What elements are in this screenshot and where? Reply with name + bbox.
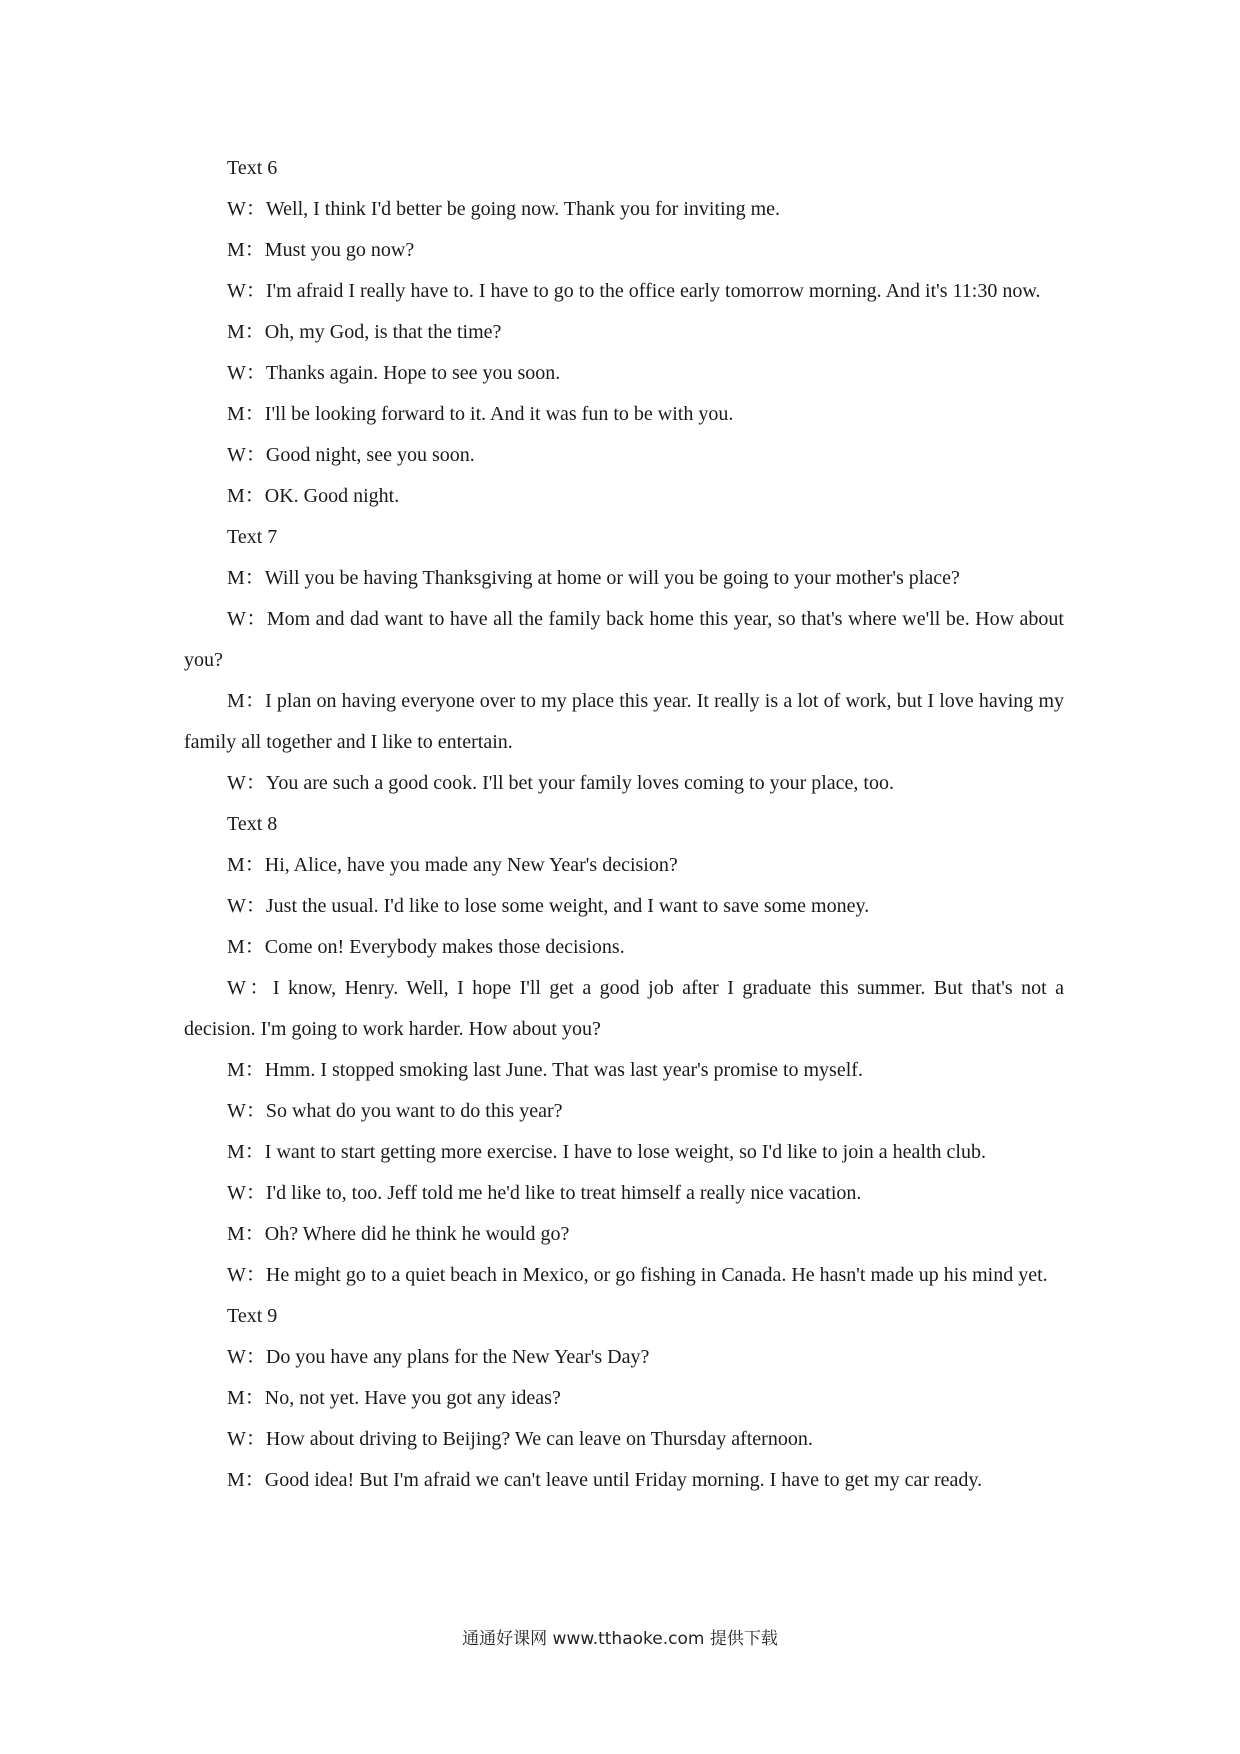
dialogue-line: M：I'll be looking forward to it. And it was fun to be with you. — [227, 403, 734, 425]
dialogue-line: W：You are such a good cook. I'll bet your family loves coming to your place, too. — [227, 772, 894, 794]
dialogue-line: W：Well, I think I'd better be going now. Thank you for inviting me. — [227, 198, 780, 220]
dialogue-line: W：Just the usual. I'd like to lose some weight, and I want to save some money. — [227, 895, 870, 917]
section-heading: Text 7 — [227, 526, 278, 548]
dialogue-line: W：Mom and dad want to have all the family back home this year, so that's where we'll be. How about you? — [184, 608, 1064, 671]
dialogue-line: M：I plan on having everyone over to my place this year. It really is a lot of work, but I love having my family all together and I like to entertain. — [184, 690, 1064, 753]
dialogue-line: M：Will you be having Thanksgiving at home or will you be going to your mother's place? — [227, 567, 960, 589]
section-heading: Text 6 — [227, 157, 278, 179]
dialogue-line: W：Thanks again. Hope to see you soon. — [227, 362, 561, 384]
dialogue-line: M：OK. Good night. — [227, 485, 400, 507]
transcript-body — [184, 148, 1064, 1501]
dialogue-line: W：Do you have any plans for the New Year's Day? — [227, 1346, 650, 1368]
dialogue-line: W：He might go to a quiet beach in Mexico, or go fishing in Canada. He hasn't made up his mind yet. — [227, 1264, 1048, 1286]
dialogue-line: M：Hmm. I stopped smoking last June. That was last year's promise to myself. — [227, 1059, 863, 1081]
dialogue-line: W：So what do you want to do this year? — [227, 1100, 563, 1122]
footer-watermark: 通通好课网 www.tthaoke.com 提供下载 — [462, 1629, 778, 1649]
section-heading: Text 9 — [227, 1305, 278, 1327]
dialogue-line: M：No, not yet. Have you got any ideas? — [227, 1387, 561, 1409]
dialogue-line: M：Oh? Where did he think he would go? — [227, 1223, 570, 1245]
dialogue-line: M：Must you go now? — [227, 239, 415, 261]
dialogue-line: M：Hi, Alice, have you made any New Year's decision? — [227, 854, 678, 876]
dialogue-line: M：Come on! Everybody makes those decisions. — [227, 936, 625, 958]
dialogue-line: W：Good night, see you soon. — [227, 444, 475, 466]
section-heading: Text 8 — [227, 813, 278, 835]
dialogue-line: W：I'd like to, too. Jeff told me he'd like to treat himself a really nice vacation. — [227, 1182, 862, 1204]
dialogue-line: W：I'm afraid I really have to. I have to go to the office early tomorrow morning. And it's 11:30 now. — [227, 280, 1041, 302]
dialogue-line: M：I want to start getting more exercise. I have to lose weight, so I'd like to join a health club. — [227, 1141, 986, 1163]
dialogue-line: M：Oh, my God, is that the time? — [227, 321, 502, 343]
dialogue-line: W：I know, Henry. Well, I hope I'll get a good job after I graduate this summer. But that's not a decision. I'm going to work harder. How about you? — [184, 977, 1064, 1040]
dialogue-line: M：Good idea! But I'm afraid we can't leave until Friday morning. I have to get my car ready. — [227, 1469, 983, 1491]
dialogue-line: W：How about driving to Beijing? We can leave on Thursday afternoon. — [227, 1428, 813, 1450]
